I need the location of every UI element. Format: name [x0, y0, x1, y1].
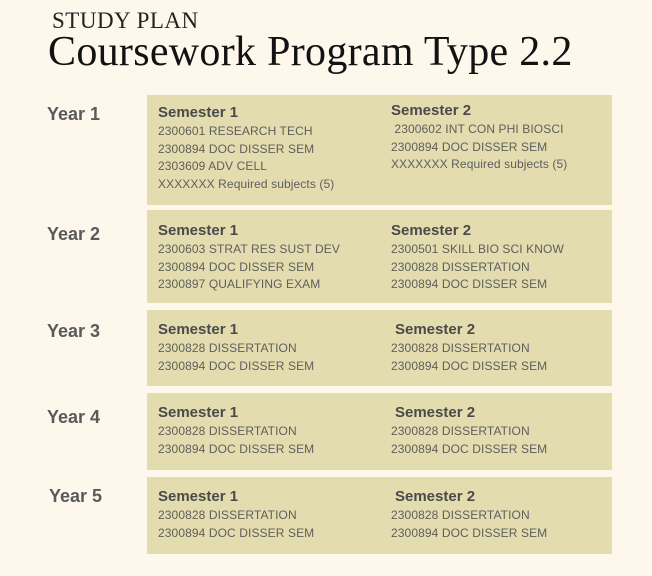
year-3-semester-2 — [391, 320, 547, 375]
course-item: 2300894 DOC DISSER SEM — [158, 525, 315, 540]
semester-heading: Semester 2 — [395, 488, 476, 505]
course-item: 2300894 DOC DISSER SEM — [158, 141, 315, 156]
semester-heading: Semester 2 — [395, 404, 476, 421]
course-item: 2300828 DISSERTATION — [158, 424, 297, 438]
course-item: 2300894 DOC DISSER SEM — [391, 441, 548, 456]
year-5-label: Year 5 — [49, 486, 103, 506]
course-item: 2300603 STRAT RES SUST DEV — [158, 242, 341, 256]
year-3-semester-1 — [158, 320, 314, 375]
semester-heading: Semester 1 — [158, 488, 239, 505]
semester-heading: Semester 2 — [391, 222, 472, 239]
course-item: 2300828 DISSERTATION — [391, 508, 530, 522]
year-3-label: Year 3 — [47, 321, 101, 341]
course-item: 2300828 DISSERTATION — [158, 341, 297, 355]
semester-heading: Semester 2 — [395, 321, 476, 338]
course-item: 2300894 DOC DISSER SEM — [391, 277, 548, 291]
course-item: 2300894 DOC DISSER SEM — [158, 441, 315, 456]
year-3-box — [147, 310, 612, 386]
course-item: XXXXXXX Required subjects (5) — [158, 176, 335, 191]
course-item: 2300894 DOC DISSER SEM — [391, 525, 548, 540]
year-4-semester-2 — [391, 403, 547, 458]
semester-heading: Semester 1 — [158, 404, 239, 421]
course-item: 2300828 DISSERTATION — [391, 341, 530, 355]
year-2-semester-1 — [158, 221, 340, 294]
semester-heading: Semester 1 — [158, 321, 239, 338]
course-item: 2300897 QUALIFYING EXAM — [158, 277, 321, 291]
course-item: 2300828 DISSERTATION — [158, 508, 297, 522]
course-item: XXXXXXX Required subjects (5) — [391, 157, 568, 171]
study-plan-kicker: STUDY PLAN — [52, 8, 199, 33]
course-item: 2300602 INT CON PHI BIOSCI — [391, 122, 564, 136]
course-item: 2300601 RESEARCH TECH — [158, 124, 313, 138]
course-item: 2300894 DOC DISSER SEM — [391, 139, 548, 154]
semester-heading: Semester 1 — [158, 104, 239, 121]
semester-heading: Semester 2 — [391, 102, 472, 119]
year-5-semester-2 — [391, 487, 547, 542]
course-item: 2300894 DOC DISSER SEM — [158, 259, 315, 274]
year-2-label: Year 2 — [47, 224, 101, 244]
year-4-label: Year 4 — [47, 407, 101, 427]
year-4-semester-1 — [158, 403, 314, 458]
year-5-box — [147, 477, 612, 554]
course-item: 2300828 DISSERTATION — [391, 259, 530, 274]
course-item: 2300828 DISSERTATION — [391, 424, 530, 438]
year-1-box — [147, 95, 612, 205]
year-1-semester-2 — [391, 101, 567, 174]
year-1-label: Year 1 — [47, 104, 101, 124]
year-2-semester-2 — [391, 221, 564, 294]
course-item: 2300894 DOC DISSER SEM — [391, 358, 548, 373]
course-item: 2300501 SKILL BIO SCI KNOW — [391, 242, 564, 256]
semester-heading: Semester 1 — [158, 222, 239, 239]
year-2-box — [147, 210, 612, 303]
year-1-semester-1 — [158, 103, 334, 193]
course-item: 2300894 DOC DISSER SEM — [158, 358, 315, 373]
year-5-semester-1 — [158, 487, 314, 542]
course-item: 2303609 ADV CELL — [158, 159, 268, 173]
page-title: Coursework Program Type 2.2 — [48, 29, 573, 75]
year-4-box — [147, 393, 612, 470]
